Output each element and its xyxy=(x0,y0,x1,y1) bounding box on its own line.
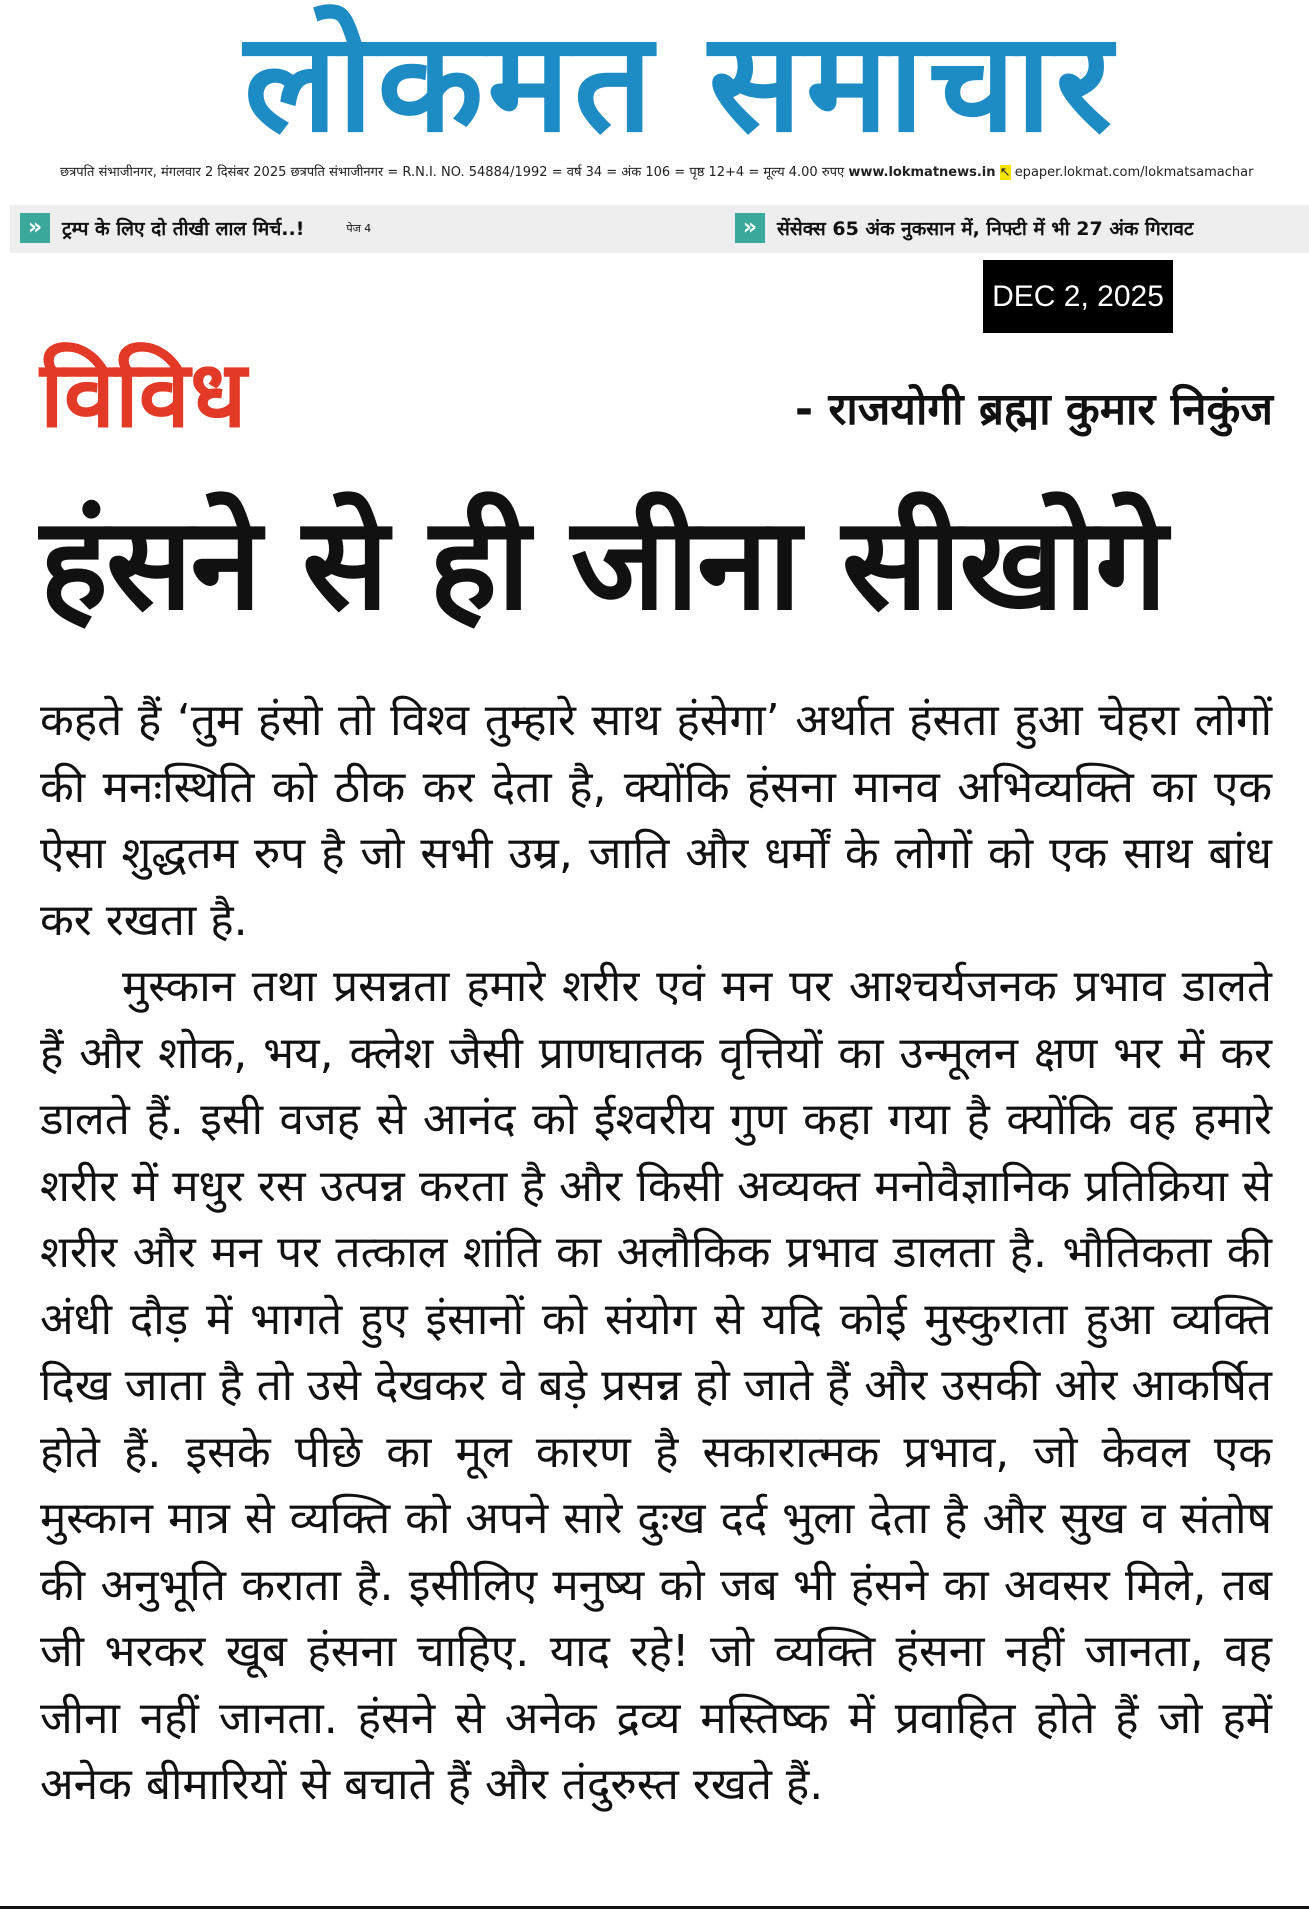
ticker-item[interactable] xyxy=(735,213,1194,243)
section-title: विविध xyxy=(40,341,247,448)
masthead xyxy=(0,0,1309,285)
bottom-divider xyxy=(0,1906,1309,1909)
article-headline: हंसने से ही जीना सीखोगे xyxy=(40,490,1166,639)
ticker-text: सेंसेक्स 65 अंक नुकसान में, निफ्टी में भी 27 अंक गिरावट xyxy=(777,218,1194,240)
ticker-text: ट्रम्प के लिए दो तीखी लाल मिर्च..! xyxy=(62,218,305,240)
date-badge: DEC 2, 2025 xyxy=(983,260,1173,333)
double-chevron-icon: » xyxy=(20,213,50,243)
article-body xyxy=(40,688,1272,1819)
epaper-link[interactable]: epaper.lokmat.com/lokmatsamachar xyxy=(1014,165,1254,180)
headline-ticker xyxy=(10,205,1309,253)
double-chevron-icon: » xyxy=(735,213,765,243)
masthead-info-line xyxy=(60,162,1309,180)
newspaper-logo: लोकमत समाचार xyxy=(244,2,1116,163)
cursor-icon: ↖ xyxy=(999,165,1011,180)
article-paragraph: कहते हैं ‘तुम हंसो तो विश्व तुम्हारे साथ हंसेगा’ अर्थात हंसता हुआ चेहरा लोगों की मनःस्थिति को ठीक कर देता है, क्योंकि हंसना मानव अभिव्यक्ति का एक ऐसा शुद्धतम रुप है जो सभी उम्र, जाति और धर्मों के लोगों को एक साथ बांध कर रखता है. xyxy=(40,695,1272,946)
article-author: - राजयोगी ब्रह्मा कुमार निकुंज xyxy=(794,384,1273,435)
edition-info: छत्रपति संभाजीनगर, मंगलवार 2 दिसंबर 2025 छत्रपति संभाजीनगर = R.N.I. NO. 54884/1992 = वर्ष 34 = अंक 106 = पृष्ठ 12+4 = मूल्य 4.00 रुपए xyxy=(60,165,845,180)
website-link[interactable]: www.lokmatnews.in xyxy=(848,165,996,180)
ticker-item[interactable] xyxy=(20,213,371,243)
article-paragraph: मुस्कान तथा प्रसन्नता हमारे शरीर एवं मन पर आश्चर्यजनक प्रभाव डालते हैं और शोक, भय, क्लेश जैसी प्राणघातक वृत्तियों का उन्मूलन क्षण भर में कर डालते हैं. इसी वजह से आनंद को ईश्वरीय गुण कहा गया है क्योंकि वह हमारे शरीर में मधुर रस उत्पन्न करता है और किसी अव्यक्त मनोवैज्ञानिक प्रतिक्रिया से शरीर और मन पर तत्काल शांति का अलौकिक प्रभाव डालता है. भौतिकता की अंधी दौड़ में भागते हुए इंसानों को संयोग से यदि कोई मुस्कुराता हुआ व्यक्ति दिख जाता है तो उसे देखकर वे बड़े प्रसन्न हो जाते हैं और उसकी ओर आकर्षित होते हैं. इसके पीछे का मूल कारण है सकारात्मक प्रभाव, जो केवल एक मुस्कान मात्र से व्यक्ति को अपने सारे दुःख दर्द भुला देता है और सुख व संतोष की अनुभूति कराता है. इसीलिए मनुष्य को जब भी हंसने का अवसर मिले, तब जी भरकर खूब हंसना चाहिए. याद रहे! जो व्यक्ति हंसना नहीं जानता, वह जीना नहीं जानता. हंसने से अनेक द्रव्य मस्तिष्क में प्रवाहित होते हैं जो हमें अनेक बीमारियों से बचाते हैं और तंदुरुस्त रखते हैं. xyxy=(40,961,1272,1810)
ticker-page: पेज 4 xyxy=(346,221,372,235)
